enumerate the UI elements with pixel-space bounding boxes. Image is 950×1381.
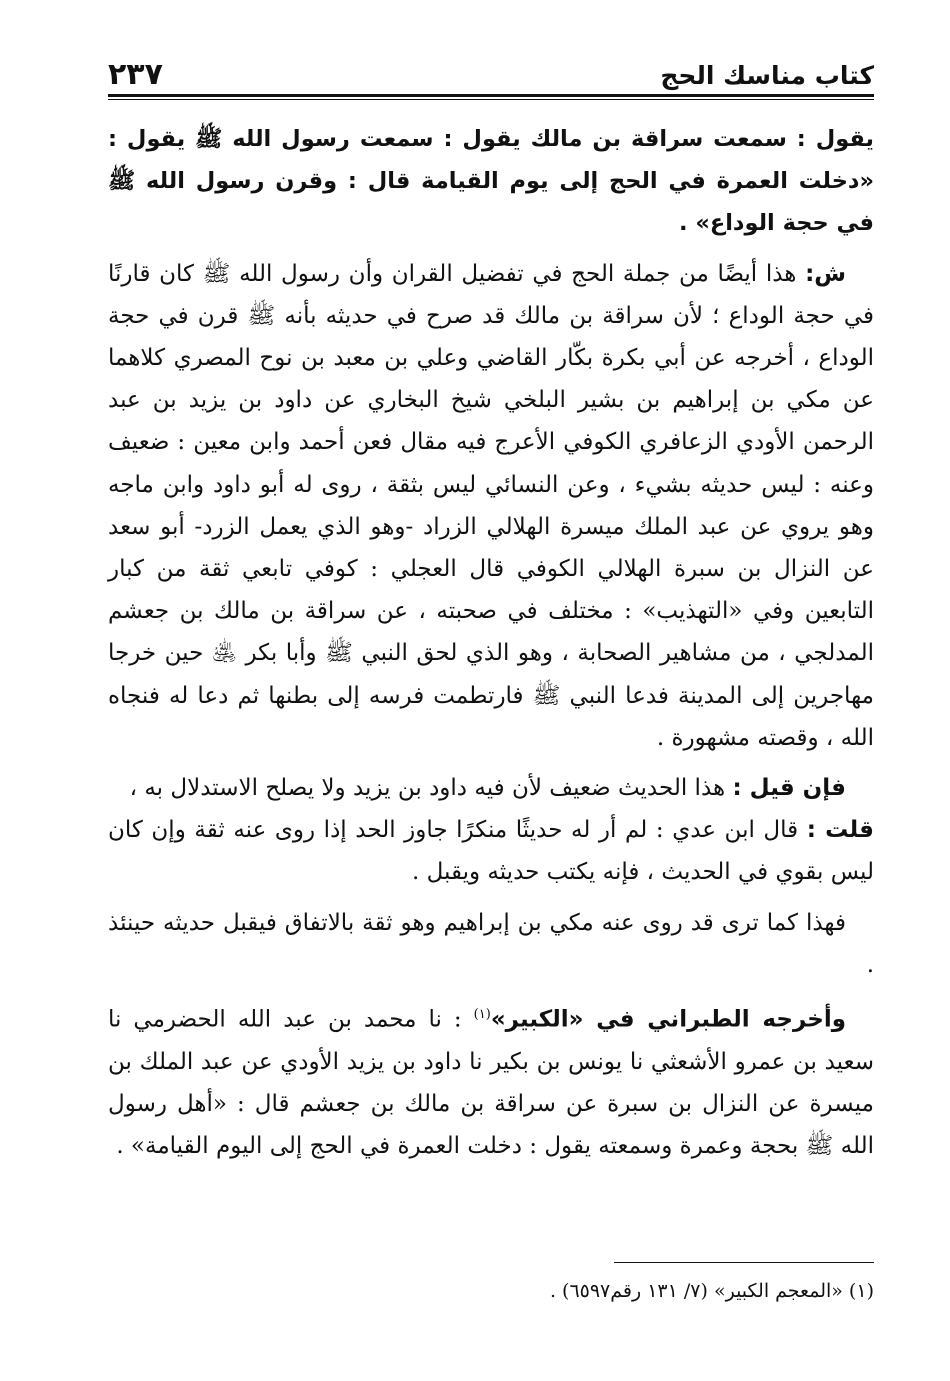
commentary-marker: ش: xyxy=(805,260,846,287)
tabarani-text: : نا محمد بن عبد الله الحضرمي نا سعيد بن عمرو الأشعثي نا يونس بن بكير نا داود بن يزيد الأودي عن عبد الملك بن ميسرة عن النزال بن سبرة عن سراقة بن مالك بن جعشم قال : «أهل رسول الله ﷺ بحجة وعمرة وسمعته يقول : دخلت العمرة في الحج إلى اليوم القيامة» . xyxy=(108,1006,874,1160)
body-text xyxy=(108,118,874,1176)
objection-text: هذا الحديث ضعيف لأن فيه داود بن يزيد ولا يصلح الاستدلال به ، xyxy=(129,775,733,802)
hadith-paragraph xyxy=(108,118,874,245)
footnote-rule xyxy=(614,1262,874,1263)
footnote-text: (١) «المعجم الكبير» (٧/ ١٣١ رقم٦٥٩٧) . xyxy=(549,1280,874,1302)
footnote-marker: (١) xyxy=(473,1007,491,1023)
hadith-text: يقول : سمعت سراقة بن مالك يقول : سمعت رسول الله ﷺ يقول : «دخلت العمرة في الحج إلى يوم القيامة قال : وقرن رسول الله ﷺ في حجة الوداع» . xyxy=(108,126,874,237)
objection-marker: فإن قيل : xyxy=(732,775,846,802)
running-title: كتاب مناسك الحج xyxy=(660,61,874,90)
conclusion-text: فهذا كما ترى قد روى عنه مكي بن إبراهيم وهو ثقة بالاتفاق فيقبل حديثه حينئذ . xyxy=(108,909,874,978)
header-rule xyxy=(108,94,874,100)
commentary-text: هذا أيضًا من جملة الحج في تفضيل القران وأن رسول الله ﷺ كان قارنًا في حجة الوداع ؛ لأن سراقة بن مالك قد صرح في حديثه بأنه ﷺ قرن في حجة الوداع ، أخرجه عن أبي بكرة بكّار القاضي وعلي بن معبد بن نوح المصري كلاهما عن مكي بن إبراهيم بن بشير البلخي شيخ البخاري عن داود بن يزيد بن عبد الرحمن الأودي الزعافري الكوفي الأعرج فيه مقال فعن أحمد وابن معين : ضعيف وعنه : ليس حديثه بشيء ، وعن النسائي ليس بثقة ، روى له أبو داود وابن ماجه وهو يروي عن عبد الملك ميسرة الهلالي الزراد -وهو الذي يعمل الزرد- أبو سعد عن النزال بن سبرة الهلالي الكوفي قال العجلي : كوفي تابعي ثقة من كبار التابعين وفي «التهذيب» : مختلف في صحبته ، عن سراقة بن مالك بن جعشم المدلجي ، من مشاهير الصحابة ، وهو الذي لحق النبي ﷺ وأبا بكر ﵁ حين خرجا مهاجرين إلى المدينة فدعا النبي ﷺ فارتطمت فرسه إلى بطنها ثم دعا له فنجاه الله ، وقصته مشهورة . xyxy=(108,260,875,751)
commentary-paragraph xyxy=(108,253,874,759)
response-marker: قلت : xyxy=(806,817,874,844)
conclusion-paragraph xyxy=(108,902,874,986)
response-paragraph xyxy=(108,809,874,893)
footnote xyxy=(108,1276,874,1306)
tabarani-paragraph xyxy=(108,994,874,1167)
response-text: قال ابن عدي : لم أر له حديثًا منكرًا جاوز الحد إذا روى عنه ثقة وإن كان ليس بقوي في الحديث ، فإنه يكتب حديثه ويقبل . xyxy=(108,817,874,886)
objection-paragraph xyxy=(108,767,874,809)
page-number: ٢٣٧ xyxy=(108,57,163,92)
tabarani-lead: وأخرجه الطبراني في «الكبير» xyxy=(490,1006,847,1033)
page-header xyxy=(108,40,874,92)
